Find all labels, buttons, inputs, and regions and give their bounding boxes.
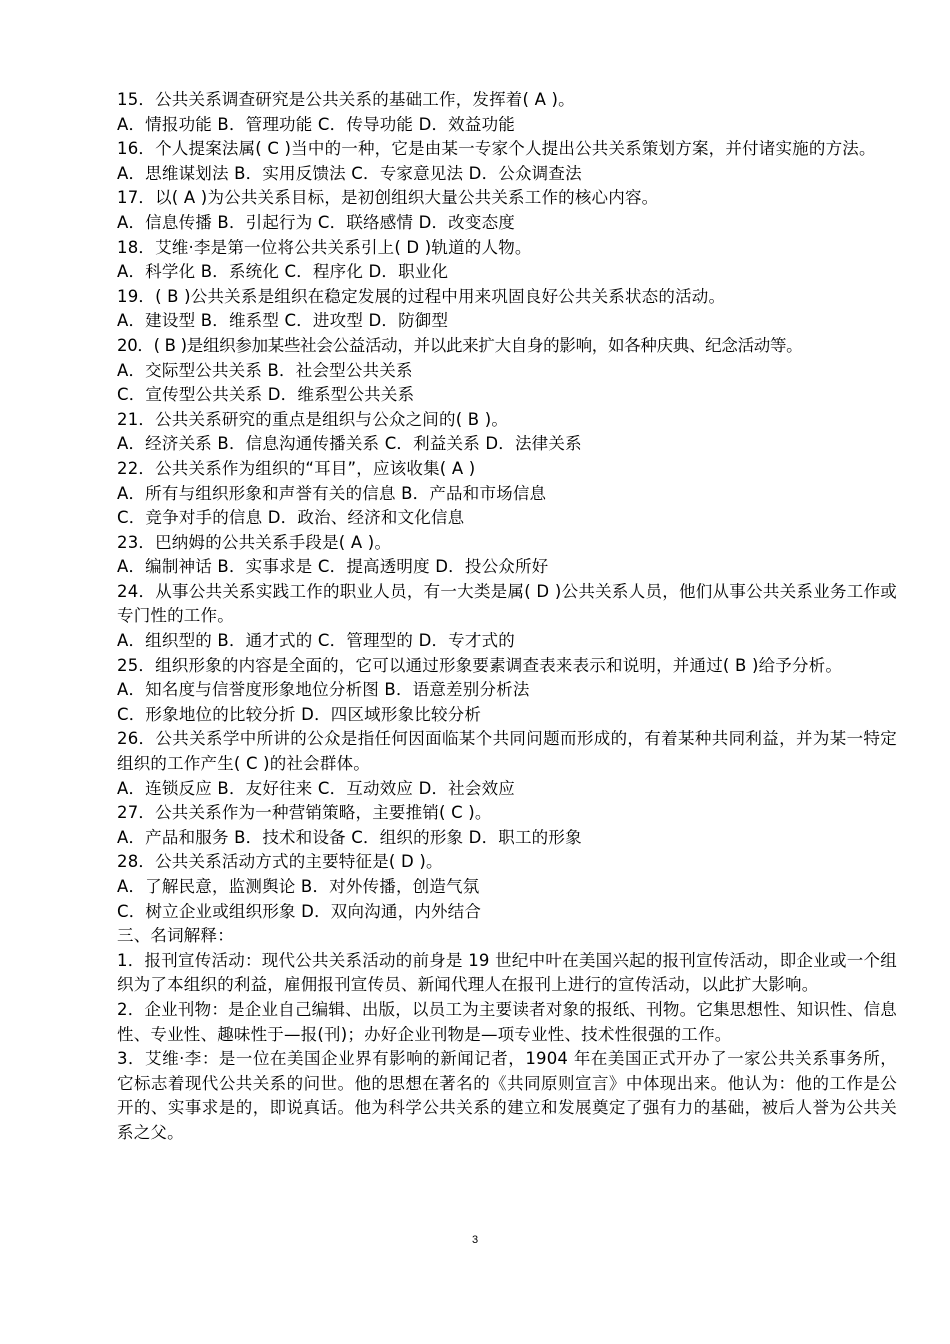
question-15: 15．公共关系调查研究是公共关系的基础工作，发挥着( A )。 (117, 90, 575, 109)
options-27: A．产品和服务 B．技术和设备 C．组织的形象 D．职工的形象 (117, 827, 582, 847)
options-22-ab: A．所有与组织形象和声誉有关的信息 B．产品和市场信息 (117, 483, 547, 503)
question-26: 26．公共关系学中所讲的公众是指任何因面临某个共同问题而形成的，有着某种共同利益，并为某一特定组织的工作产生( C )的社会群体。 (117, 729, 897, 774)
options-18: A．科学化 B．系统化 C．程序化 D．职业化 (117, 262, 449, 282)
options-23: A．编制神话 B．实事求是 C．提高透明度 D．投公众所好 (117, 557, 549, 577)
options-17: A．信息传播 B．引起行为 C．联络感情 D．改变态度 (117, 212, 515, 232)
question-17: 17．以( A )为公共关系目标，是初创组织大量公共关系工作的核心内容。 (117, 188, 659, 208)
question-24: 24．从事公共关系实践工作的职业人员，有一大类是属( D )公共关系人员，他们从事公共关系业务工作或专门性的工作。 (117, 581, 897, 626)
page-body (117, 88, 897, 1146)
options-20-cd: C．宣传型公共关系 D．维系型公共关系 (117, 385, 415, 405)
options-22-cd: C．竞争对手的信息 D．政治、经济和文化信息 (117, 508, 465, 528)
options-16: A．思维谋划法 B．实用反馈法 C．专家意见法 D．公众调查法 (117, 163, 582, 183)
question-16: 16．个人提案法属( C )当中的一种，它是由某一专家个人提出公共关系策划方案，并付诸实施的方法。 (117, 139, 876, 159)
question-19: 19．( B )公共关系是组织在稳定发展的过程中用来巩固良好公共关系状态的活动。 (117, 286, 726, 306)
options-28-cd: C．树立企业或组织形象 D．双向沟通，内外结合 (117, 901, 482, 921)
options-19: A．建设型 B．维系型 C．进攻型 D．防御型 (117, 311, 449, 331)
question-22: 22．公共关系作为组织的“耳目”，应该收集( A ) (117, 458, 476, 478)
question-20: 20．( B )是组织参加某些社会公益活动，并以此来扩大自身的影响，如各种庆典、纪念活动等。 (117, 335, 803, 355)
term-definition-1: 1．报刊宣传活动：现代公共关系活动的前身是 19 世纪中叶在美国兴起的报刊宣传活动，即企业或一个组织为了本组织的利益，雇佣报刊宣传员、新闻代理人在报刊上进行的宣传活动，以此扩大影响。 (117, 950, 897, 995)
question-23: 23．巴纳姆的公共关系手段是( A )。 (117, 532, 392, 552)
term-definition-3: 3．艾维·李：是一位在美国企业界有影响的新闻记者，1904 年在美国正式开办了一家公共关系事务所，它标志着现代公共关系的问世。他的思想在著名的《共同原则宣言》中体现出来。他认为：他的工作是公开的、实事求是的，即说真话。他为科学公共关系的建立和发展奠定了强有力的基础，被后人誉为公共关系之父。 (117, 1049, 897, 1142)
section-heading: 三、名词解释： (117, 926, 234, 946)
question-27: 27．公共关系作为一种营销策略，主要推销( C )。 (117, 803, 492, 823)
options-25-cd: C．形象地位的比较分折 D．四区域形象比较分析 (117, 704, 482, 724)
options-20-ab: A．交际型公共关系 B．社会型公共关系 (117, 360, 413, 380)
question-18: 18．艾维·李是第一位将公共关系引上( D )轨道的人物。 (117, 237, 532, 257)
options-26: A．连锁反应 B．友好往来 C．互动效应 D．社会效应 (117, 778, 515, 798)
options-21: A．经济关系 B．信息沟通传播关系 C．利益关系 D．法律关系 (117, 434, 582, 454)
question-25: 25．组织形象的内容是全面的，它可以通过形象要素调查表来表示和说明，并通过( B )给予分析。 (117, 655, 843, 675)
question-28: 28．公共关系活动方式的主要特征是( D )。 (117, 852, 443, 872)
options-15: A．情报功能 B．管理功能 C．传导功能 D．效益功能 (117, 114, 515, 134)
options-25-ab: A．知名度与信誉度形象地位分析图 B．语意差别分析法 (117, 680, 530, 700)
question-21: 21．公共关系研究的重点是组织与公众之间的( B )。 (117, 409, 509, 429)
page-number: 3 (471, 1234, 479, 1246)
options-28-ab: A．了解民意，监测舆论 B．对外传播，创造气氛 (117, 877, 480, 896)
options-24: A．组织型的 B．通才式的 C．管理型的 D．专才式的 (117, 631, 515, 651)
term-definition-2: 2．企业刊物：是企业自己编辑、出版，以员工为主要读者对象的报纸、刊物。它集思想性、知识性、信息性、专业性、趣味性于—报(刊)；办好企业刊物是—项专业性、技术性很强的工作。 (117, 999, 897, 1044)
